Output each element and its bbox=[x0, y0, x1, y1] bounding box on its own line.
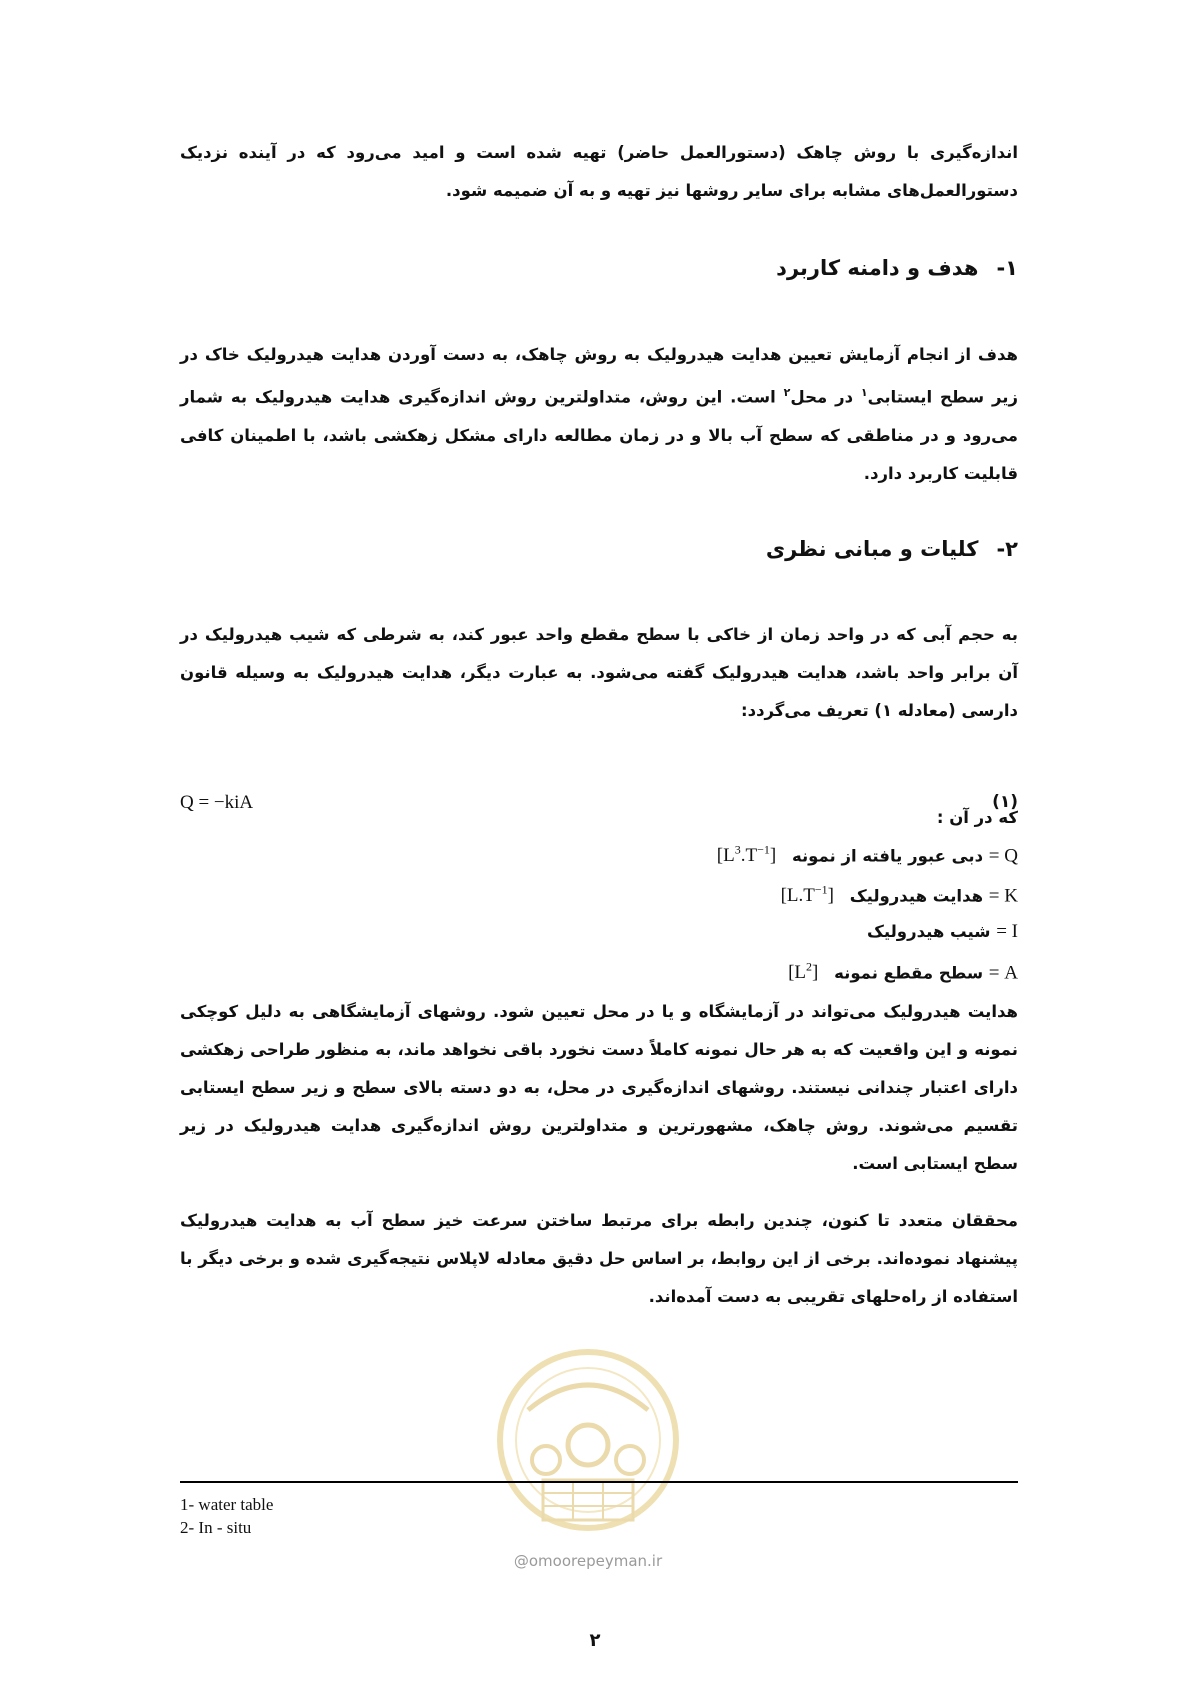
section-1-text-a: هدف از انجام آزمایش تعیین هدایت هیدرولیک به روش چاهک، به دست آوردن هدایت هیدرولیک خاک در زیر سطح ایستابی bbox=[180, 345, 1018, 407]
section-1-text-b: در محل bbox=[790, 387, 861, 407]
definition-desc: شیب هیدرولیک bbox=[866, 922, 991, 941]
definition-desc: سطح مقطع نمونه bbox=[834, 963, 984, 983]
definition-unit: $[L^3.T^{-1}]$ bbox=[716, 843, 777, 867]
section-1-text-c: است. این روش، متداولترین روش اندازه‌گیری هدایت هیدرولیک به شمار می‌رود و در مناطقی که سطح آب بالا و در زمان مطالعه دارای مشکل زهکشی باشد، با اطمینان کافی قابلیت کاربرد دارد. bbox=[180, 387, 1018, 483]
definition-i bbox=[867, 921, 1018, 943]
darcy-equation: Q = −kiA bbox=[180, 792, 254, 813]
definitions-intro: که در آن : bbox=[936, 808, 1018, 827]
paragraph-3: هدایت هیدرولیک می‌تواند در آزمایشگاه و یا در محل تعیین شود. روشهای آزمایشگاهی به دلیل کوچکی نمونه و این واقعیت که به هر حال نمونه کاملاً دست نخورد باقی نخواهد ماند، به منظور طراحی زهکشی دارای اعتبار چندانی نیستند. روشهای اندازه‌گیری در محل، به دو دسته بالای سطح و زیر سطح ایستابی تقسیم می‌شوند. روش چاهک، مشهورترین و متداولترین روش اندازه‌گیری هدایت هیدرولیک در زیر سطح ایستابی است. bbox=[180, 1002, 1018, 1173]
section-1-heading bbox=[776, 256, 1018, 280]
definition-a bbox=[788, 960, 1018, 984]
paragraph-4: محققان متعدد تا کنون، چندین رابطه برای مرتبط ساختن سرعت خیز سطح آب به هدایت هیدرولیک پیشنهاد نموده‌اند. برخی از این روابط، بر اساس حل دقیق معادله لاپلاس نتیجه‌گیری شده و برخی دیگر با استفاده از راه‌حلهای تقریبی به دست آمده‌اند. bbox=[180, 1211, 1018, 1306]
section-2-paragraph: به حجم آبی که در واحد زمان از خاکی با سطح مقطع واحد عبور کند، به شرطی که شیب هیدرولیک در آن برابر واحد باشد، هدایت هیدرولیک گفته می‌شود. به عبارت دیگر، هدایت هیدرولیک به وسیله قانون دارسی (معادله ۱) تعریف می‌گردد: bbox=[180, 625, 1018, 720]
equation-number: (۱) bbox=[992, 792, 1018, 812]
watermark-text: @omoorepeyman.ir bbox=[513, 1552, 663, 1570]
footnote-2: 2- In - situ bbox=[180, 1518, 252, 1537]
footnote-ref-2: ۲ bbox=[783, 386, 791, 399]
definition-unit: $[L.T^{-1}]$ bbox=[780, 883, 834, 907]
section-1-paragraph bbox=[180, 336, 1018, 493]
section-2-title: کلیات و مبانی نظری bbox=[765, 537, 979, 561]
omoore-peyman-seal-logo bbox=[488, 1340, 688, 1580]
definition-symbol: I = bbox=[996, 921, 1018, 942]
footnote-ref-1: ۱ bbox=[860, 386, 868, 399]
footnote-divider bbox=[180, 1481, 1018, 1483]
intro-paragraph: اندازه‌گیری با روش چاهک (دستورالعمل حاضر) تهیه شده است و امید می‌رود که در آینده نزدیک دستورالعمل‌های مشابه برای سایر روشها نیز تهیه و به آن ضمیمه شود. bbox=[180, 143, 1018, 200]
section-1-title: هدف و دامنه کاربرد bbox=[776, 256, 979, 280]
definition-unit: $[L^2]$ bbox=[788, 960, 819, 984]
definition-desc: دبی عبور یافته از نمونه bbox=[791, 846, 984, 866]
footnote-1: 1- water table bbox=[180, 1495, 274, 1514]
definition-symbol: A = bbox=[988, 962, 1018, 984]
section-2-heading bbox=[766, 537, 1018, 561]
definition-q bbox=[717, 843, 1018, 867]
definition-k bbox=[781, 883, 1018, 907]
equation-row bbox=[180, 792, 1018, 824]
section-1-number: ۱- bbox=[996, 256, 1018, 280]
section-2-number: ۲- bbox=[996, 537, 1018, 561]
page-number: ۲ bbox=[589, 1630, 601, 1651]
definition-desc: هدایت هیدرولیک bbox=[849, 886, 984, 906]
definition-symbol: Q = bbox=[988, 845, 1018, 867]
definition-symbol: K = bbox=[988, 885, 1018, 907]
